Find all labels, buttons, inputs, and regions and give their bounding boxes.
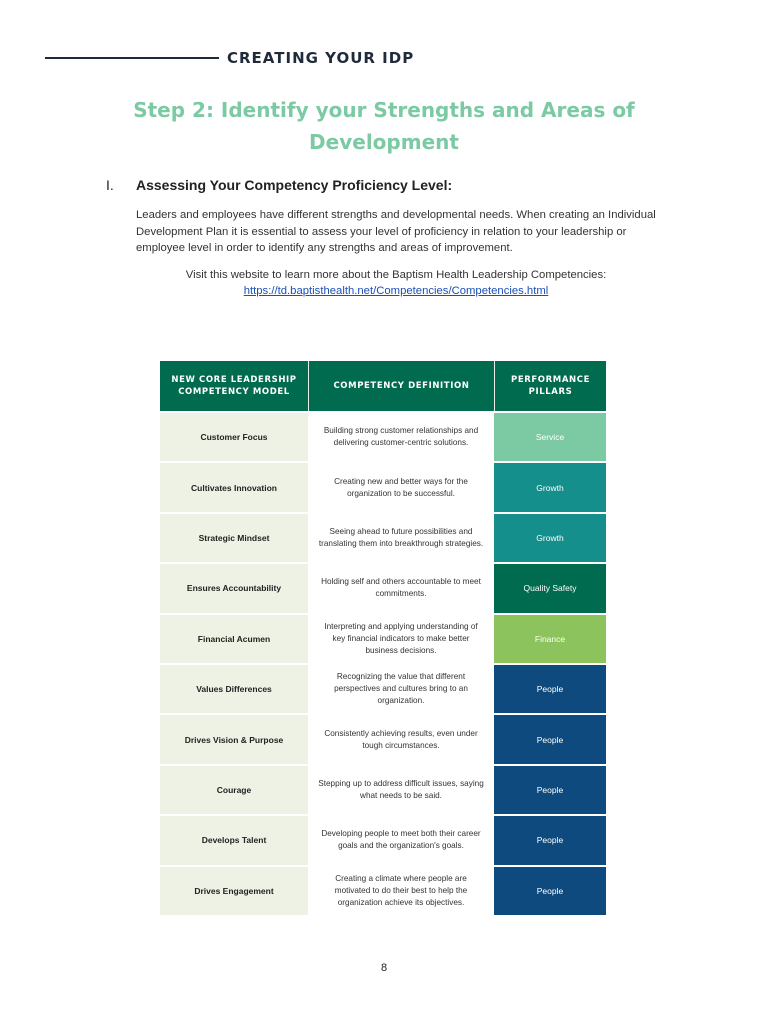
performance-pillar: Finance [494,615,606,663]
table-row [160,713,606,763]
performance-pillar: People [494,665,606,713]
table-row [160,411,606,461]
table-row [160,613,606,663]
visit-text: Visit this website to learn more about the Baptism Health Leadership Competencies: [185,269,607,281]
intro-paragraph: Leaders and employees have different strengths and developmental needs. When creating an Individual Development Plan it is essential to assess your level of proficiency in relation to your leadership or employee level in order to identify any strengths and areas of improvement. [136,209,656,254]
competency-definition: Seeing ahead to future possibilities and translating them into breakthrough strategies. [308,514,494,562]
competency-definition: Stepping up to address difficult issues, saying what needs to be said. [308,766,494,814]
header-competency-model: NEW CORE LEADERSHIP COMPETENCY MODEL [171,375,297,397]
header-competency-definition: COMPETENCY DEFINITION [308,361,494,411]
competency-name: Drives Vision & Purpose [160,715,308,763]
competency-definition: Consistently achieving results, even under tough circumstances. [308,715,494,763]
step-title [100,94,668,158]
competency-definition: Building strong customer relationships and delivering customer-centric solutions. [308,413,494,461]
competency-name: Values Differences [160,665,308,713]
competency-name: Drives Engagement [160,867,308,915]
competency-name: Courage [160,766,308,814]
performance-pillar: People [494,867,606,915]
header-performance-pillars: PERFORMANCE PILLARS [494,361,606,411]
competency-name: Cultivates Innovation [160,463,308,511]
visit-block [136,267,656,299]
performance-pillar: Service [494,413,606,461]
table-row [160,865,606,915]
table-header [160,361,606,411]
competency-definition: Interpreting and applying understanding of key financial indicators to make better business decisions. [308,615,494,663]
table-row [160,764,606,814]
competency-name: Strategic Mindset [160,514,308,562]
table-row [160,461,606,511]
step-title-line-2: Development [309,130,459,154]
competency-name: Financial Acumen [160,615,308,663]
section-heading [106,177,452,193]
competency-definition: Creating new and better ways for the organization to be successful. [308,463,494,511]
table-row [160,512,606,562]
table-row [160,814,606,864]
competency-definition: Creating a climate where people are motivated to do their best to help the organization achieve its objectives. [308,867,494,915]
header-title: CREATING YOUR IDP [227,49,415,67]
competency-definition: Holding self and others accountable to meet commitments. [308,564,494,612]
competencies-link[interactable]: https://td.baptisthealth.net/Competencies/Competencies.html [243,285,549,297]
table-row [160,562,606,612]
performance-pillar: Growth [494,463,606,511]
performance-pillar: People [494,715,606,763]
competency-definition: Recognizing the value that different perspectives and cultures bring to an organization. [308,665,494,713]
step-title-line-1: Step 2: Identify your Strengths and Areas of [133,98,635,122]
performance-pillar: People [494,816,606,864]
section-heading-text: Assessing Your Competency Proficiency Level: [136,177,453,193]
performance-pillar: Quality Safety [494,564,606,612]
table-body [160,411,606,915]
header-rule [45,57,219,59]
performance-pillar: Growth [494,514,606,562]
performance-pillar: People [494,766,606,814]
competency-table [160,361,606,915]
competency-name: Develops Talent [160,816,308,864]
page-number: 8 [380,962,388,974]
competency-definition: Developing people to meet both their career goals and the organization's goals. [308,816,494,864]
competency-name: Ensures Accountability [160,564,308,612]
competency-name: Customer Focus [160,413,308,461]
section-numeral: I. [106,177,114,193]
table-row [160,663,606,713]
